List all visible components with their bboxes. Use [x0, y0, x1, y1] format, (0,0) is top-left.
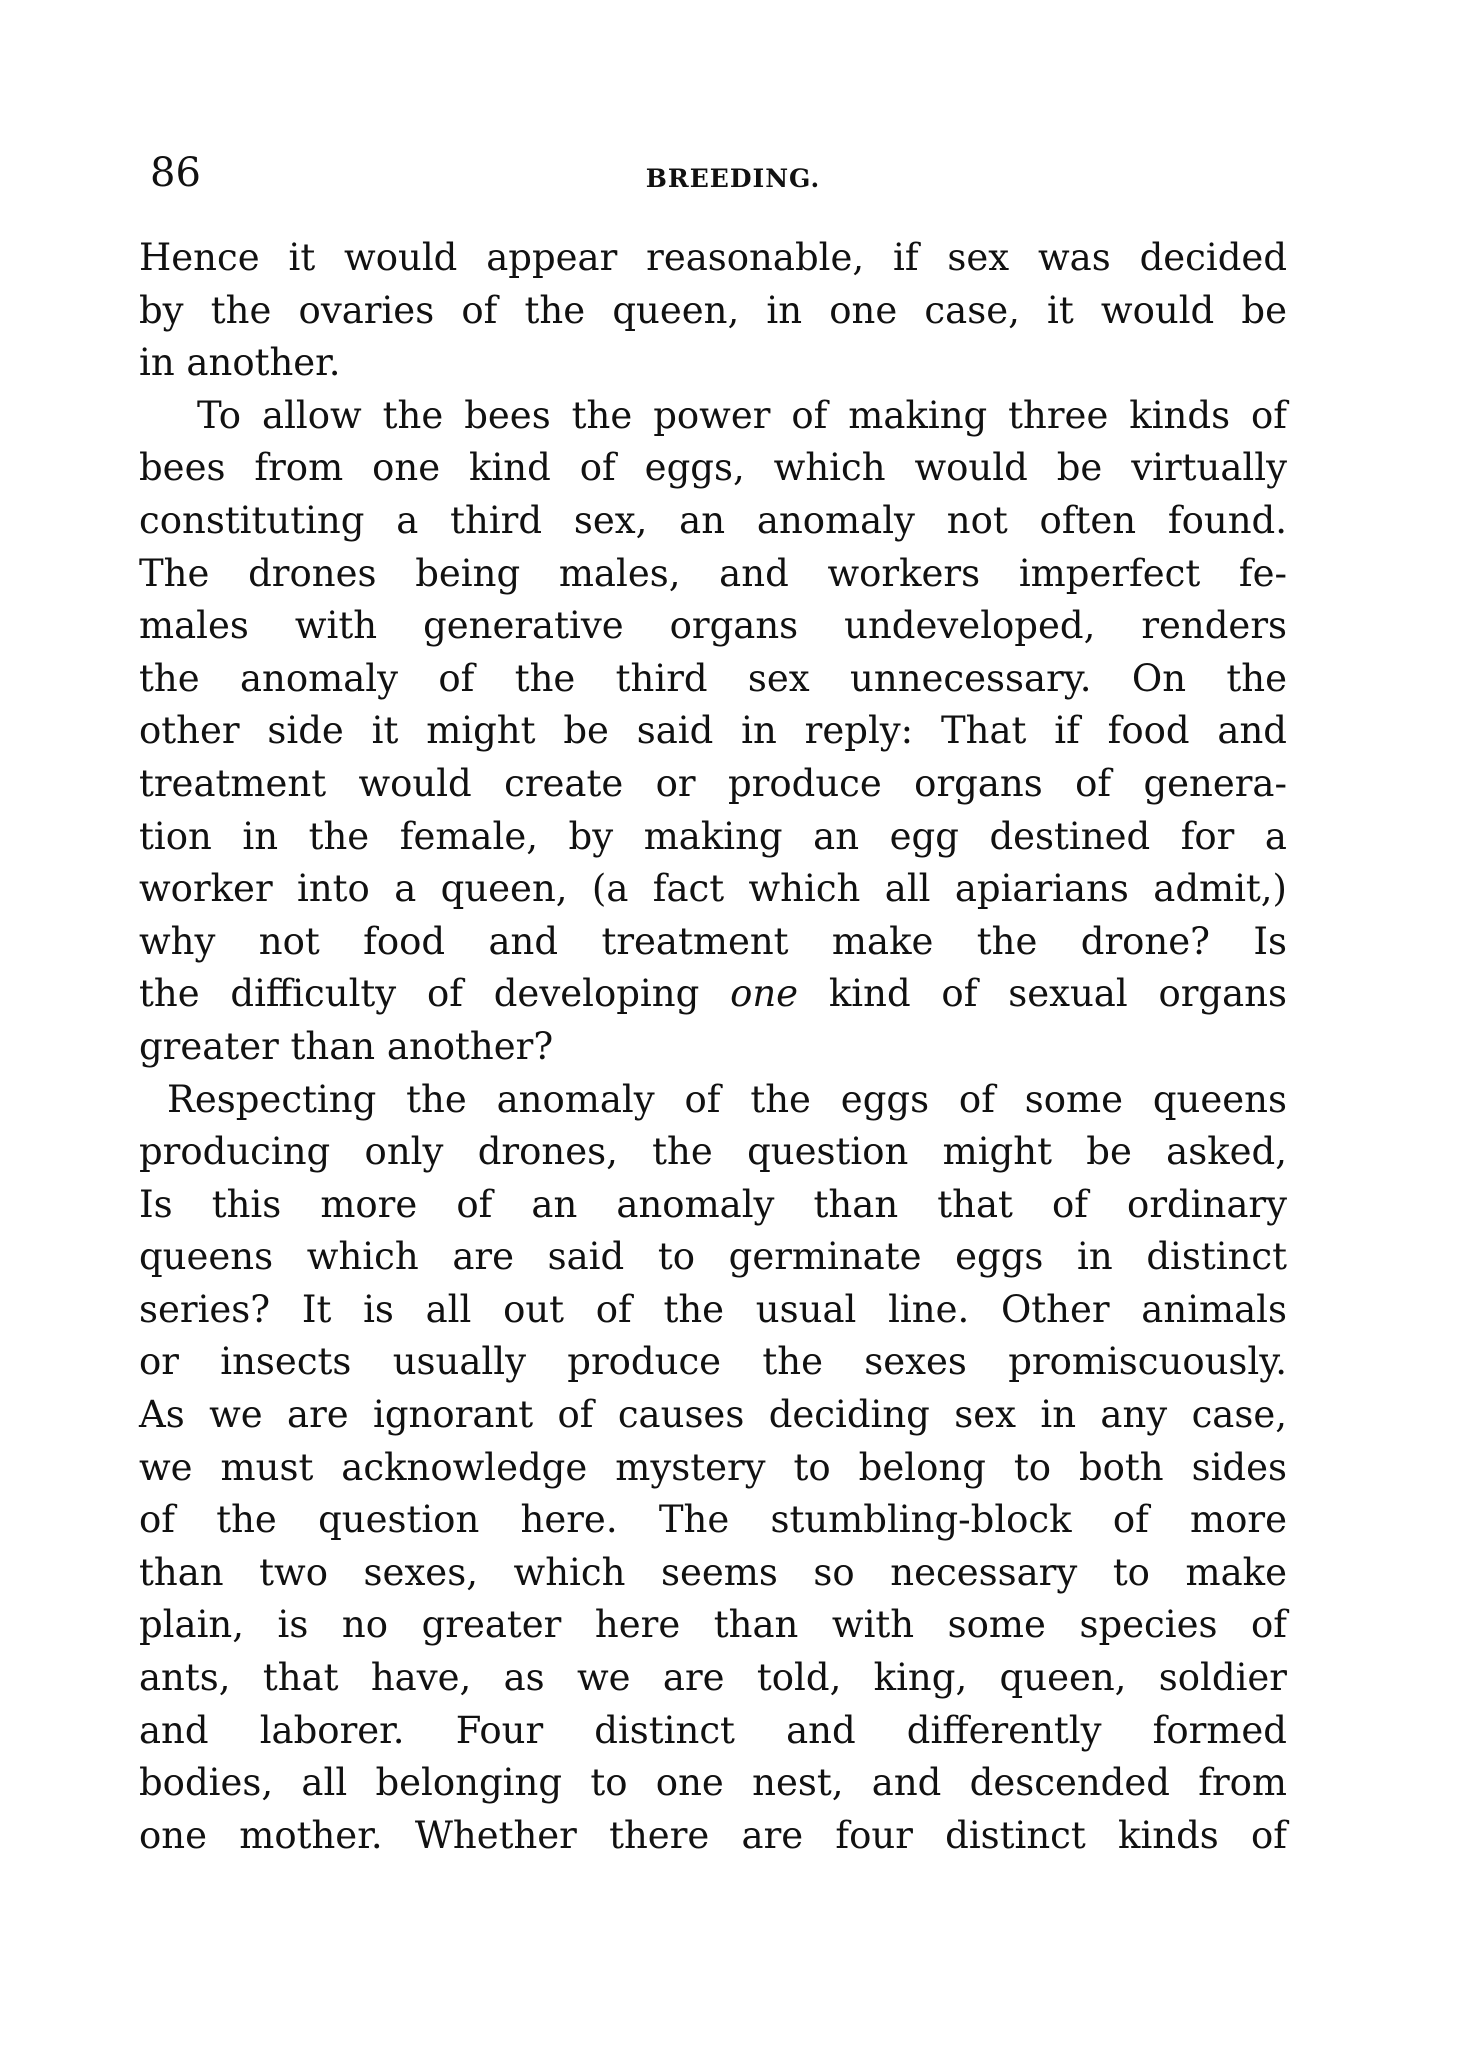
- text-line: one mother. Whether there are four distinct kinds of: [139, 1813, 1287, 1857]
- page-number: 86: [150, 150, 201, 196]
- text-line: and laborer. Four distinct and differently formed: [139, 1708, 1287, 1752]
- text-line: of the question here. The stumbling-block of more: [139, 1498, 1287, 1542]
- text-line: tion in the female, by making an egg destined for a: [139, 814, 1287, 858]
- text-line: we must acknowledge mystery to belong to both sides: [139, 1445, 1287, 1489]
- text-line: bees from one kind of eggs, which would be virtually: [139, 446, 1287, 490]
- page-body-text: [139, 232, 1287, 1862]
- text-segment: kind of sexual organs: [798, 972, 1287, 1016]
- text-line: ants, that have, as we are told, king, queen, soldier: [139, 1656, 1287, 1700]
- text-line: constituting a third sex, an anomaly not often found.: [139, 498, 1287, 542]
- text-line: bodies, all belonging to one nest, and descended from: [139, 1761, 1287, 1805]
- text-line: [139, 968, 1287, 1021]
- text-line: producing only drones, the question might be asked,: [139, 1130, 1287, 1174]
- text-line: or insects usually produce the sexes promiscuously.: [139, 1340, 1287, 1384]
- text-line: treatment would create or produce organs of genera-: [139, 761, 1287, 805]
- text-line: by the ovaries of the queen, in one case, it would be: [139, 288, 1287, 332]
- italic-text: one: [730, 972, 799, 1016]
- running-head: BREEDING.: [645, 164, 821, 193]
- text-line: Respecting the anomaly of the eggs of some queens: [167, 1077, 1287, 1121]
- text-line: greater than another?: [139, 1024, 554, 1068]
- text-line: Hence it would appear reasonable, if sex was decided: [139, 236, 1287, 279]
- text-line: The drones being males, and workers imperfect fe-: [139, 551, 1287, 595]
- paragraph: [139, 1074, 1287, 1863]
- text-segment: the difficulty of developing: [139, 972, 731, 1016]
- text-line: As we are ignorant of causes deciding sex in any case,: [139, 1393, 1287, 1437]
- text-line: males with generative organs undeveloped, renders: [139, 604, 1287, 648]
- text-line: the anomaly of the third sex unnecessary. On the: [139, 656, 1287, 700]
- text-line: plain, is no greater here than with some species of: [139, 1603, 1287, 1647]
- text-line: worker into a queen, (a fact which all apiarians admit,): [139, 867, 1287, 911]
- paragraph: [139, 390, 1287, 1074]
- text-line: To allow the bees the power of making three kinds of: [197, 393, 1287, 437]
- text-line: Is this more of an anomaly than that of ordinary: [139, 1182, 1287, 1226]
- paragraph: [139, 232, 1287, 390]
- text-line: queens which are said to germinate eggs in distinct: [139, 1235, 1287, 1279]
- text-line: in another.: [139, 341, 341, 385]
- text-line: other side it might be said in reply: That if food and: [139, 709, 1287, 753]
- text-line: series? It is all out of the usual line. Other animals: [139, 1287, 1287, 1331]
- text-line: than two sexes, which seems so necessary to make: [139, 1550, 1287, 1594]
- text-line: why not food and treatment make the drone? Is: [139, 919, 1287, 963]
